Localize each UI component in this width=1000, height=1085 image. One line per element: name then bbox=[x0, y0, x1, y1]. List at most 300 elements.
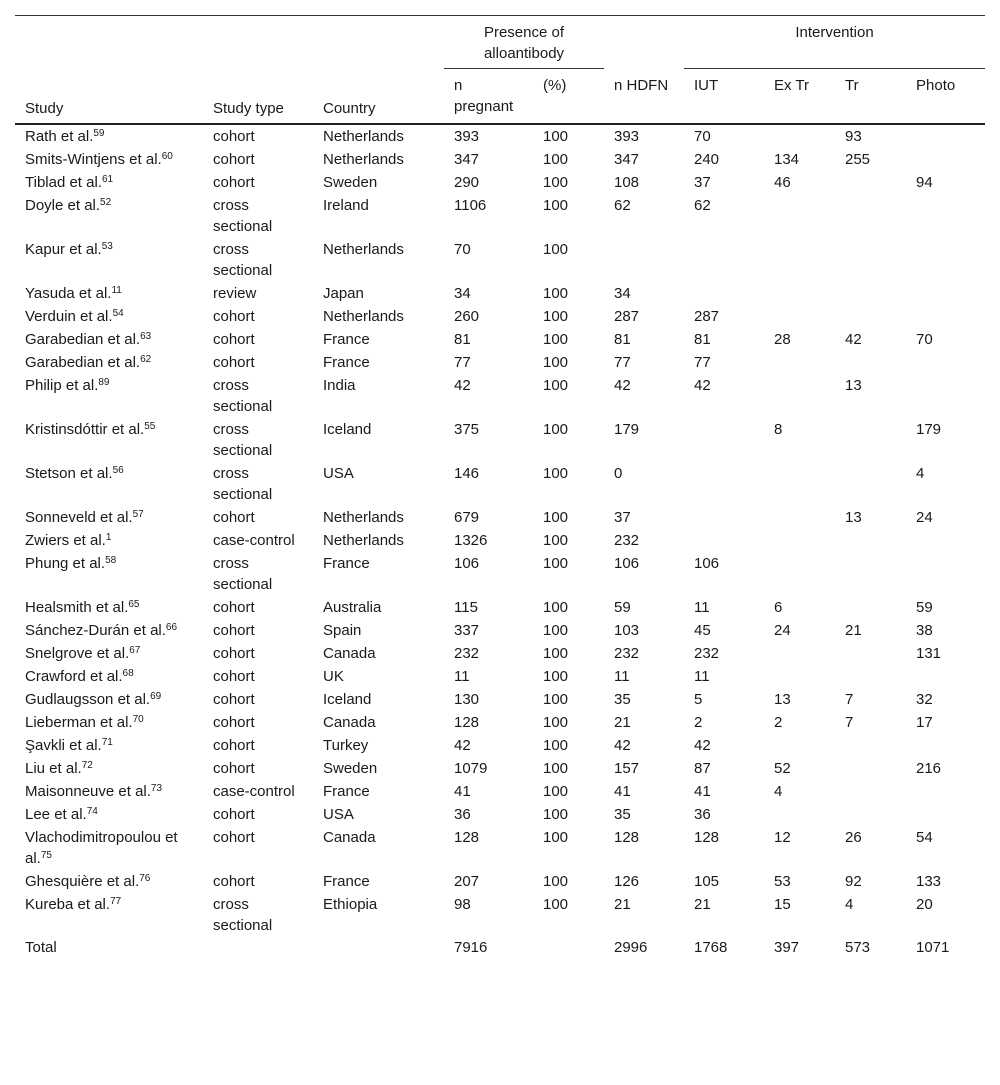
reference-number: 68 bbox=[122, 668, 134, 679]
cell-study bbox=[15, 619, 203, 642]
col-header-n-hdfn: n HDFN bbox=[604, 69, 684, 125]
cell-n-hdfn: 103 bbox=[614, 622, 640, 639]
table-row bbox=[15, 596, 985, 619]
col-header-tr: Tr bbox=[835, 69, 906, 125]
cell-n-hdfn: 179 bbox=[614, 421, 640, 438]
cell-study bbox=[15, 893, 203, 937]
reference-number: 56 bbox=[112, 465, 124, 476]
studies-table bbox=[15, 15, 985, 958]
cell-tr: 7 bbox=[845, 714, 854, 731]
reference-number: 66 bbox=[165, 622, 178, 633]
cell-percent: 100 bbox=[543, 645, 569, 662]
cell-study bbox=[15, 305, 203, 328]
author-name: Garabedian et al. bbox=[25, 331, 141, 348]
cell-study-type: review bbox=[213, 285, 257, 302]
cell-study-type: cross sectional bbox=[213, 465, 273, 503]
cell-ex-tr: 46 bbox=[774, 174, 791, 191]
cell-study-type: cohort bbox=[213, 331, 255, 348]
cell-tr: 255 bbox=[845, 151, 871, 168]
cell-tr: 21 bbox=[845, 622, 862, 639]
col-header-ex-tr: Ex Tr bbox=[764, 69, 835, 125]
cell-study bbox=[15, 328, 203, 351]
cell-iut: 45 bbox=[694, 622, 711, 639]
cell-iut: 2 bbox=[694, 714, 703, 731]
col-header-study: Study bbox=[15, 16, 203, 125]
table-row bbox=[15, 148, 985, 171]
cell-percent: 100 bbox=[543, 555, 569, 572]
cell-tr bbox=[835, 529, 906, 552]
cell-country: Netherlands bbox=[323, 128, 404, 145]
cell-ex-tr: 12 bbox=[774, 829, 791, 846]
table-row bbox=[15, 238, 985, 282]
cell-photo bbox=[906, 238, 985, 282]
reference-number: 89 bbox=[98, 377, 110, 388]
cell-photo: 17 bbox=[916, 714, 933, 731]
reference-number: 75 bbox=[40, 850, 52, 861]
table-row bbox=[15, 826, 985, 870]
cell-tr bbox=[835, 462, 906, 506]
cell-study-type: cohort bbox=[213, 760, 255, 777]
cell-study-type: cohort bbox=[213, 737, 255, 754]
col-header-photo: Photo bbox=[906, 69, 985, 125]
table-row bbox=[15, 124, 985, 148]
cell-tr bbox=[835, 238, 906, 282]
cell-photo bbox=[906, 124, 985, 148]
cell-tr bbox=[835, 780, 906, 803]
cell-tr: 13 bbox=[845, 509, 862, 526]
cell-photo: 32 bbox=[916, 691, 933, 708]
table-row bbox=[15, 194, 985, 238]
cell-percent: 100 bbox=[543, 714, 569, 731]
reference-number: 62 bbox=[140, 354, 152, 365]
cell-country: Iceland bbox=[323, 421, 372, 438]
cell-n-hdfn: 157 bbox=[614, 760, 640, 777]
cell-photo bbox=[906, 665, 985, 688]
cell-n-pregnant: 1079 bbox=[454, 760, 488, 777]
reference-number: 53 bbox=[101, 241, 113, 252]
cell-country: Spain bbox=[323, 622, 362, 639]
cell-n-pregnant: 70 bbox=[454, 241, 471, 258]
author-name: Smits-Wintjens et al. bbox=[25, 151, 162, 168]
cell-n-hdfn: 347 bbox=[614, 151, 640, 168]
reference-number: 59 bbox=[93, 128, 105, 139]
cell-n-hdfn: 21 bbox=[614, 896, 631, 913]
total-row bbox=[15, 937, 985, 958]
cell-study-type: cohort bbox=[213, 308, 255, 325]
author-name: Tiblad et al. bbox=[25, 174, 102, 191]
table-row bbox=[15, 803, 985, 826]
author-name: Garabedian et al. bbox=[25, 354, 141, 371]
cell-iut: 232 bbox=[694, 645, 720, 662]
cell-tr bbox=[835, 305, 906, 328]
cell-n-pregnant: 146 bbox=[454, 465, 480, 482]
cell-n-pregnant: 290 bbox=[454, 174, 480, 191]
cell-photo bbox=[906, 552, 985, 596]
reference-number: 67 bbox=[129, 645, 141, 656]
cell-photo bbox=[906, 194, 985, 238]
cell-study bbox=[15, 351, 203, 374]
cell-country: Netherlands bbox=[323, 532, 404, 549]
cell-study-type: cohort bbox=[213, 622, 255, 639]
total-n-pregnant: 7916 bbox=[454, 939, 488, 956]
cell-n-hdfn: 37 bbox=[614, 509, 631, 526]
cell-study bbox=[15, 711, 203, 734]
cell-photo bbox=[906, 282, 985, 305]
cell-n-hdfn: 287 bbox=[614, 308, 640, 325]
author-name: Kureba et al. bbox=[25, 896, 111, 913]
cell-tr: 42 bbox=[845, 331, 862, 348]
cell-country: Ireland bbox=[323, 197, 369, 214]
cell-iut: 42 bbox=[694, 377, 711, 394]
cell-percent: 100 bbox=[543, 622, 569, 639]
author-name: Lee et al. bbox=[25, 806, 87, 823]
group-header-presence: Presence of alloantibody bbox=[444, 16, 604, 69]
cell-country: Netherlands bbox=[323, 151, 404, 168]
cell-percent: 100 bbox=[543, 331, 569, 348]
reference-number: 54 bbox=[112, 308, 124, 319]
author-name: Lieberman et al. bbox=[25, 714, 133, 731]
cell-percent: 100 bbox=[543, 241, 569, 258]
table-header bbox=[15, 16, 985, 125]
reference-number: 60 bbox=[161, 151, 173, 162]
cell-study bbox=[15, 171, 203, 194]
reference-number: 74 bbox=[86, 806, 98, 817]
cell-ex-tr bbox=[764, 803, 835, 826]
cell-n-pregnant: 375 bbox=[454, 421, 480, 438]
table-row bbox=[15, 893, 985, 937]
table-row bbox=[15, 282, 985, 305]
cell-iut: 87 bbox=[694, 760, 711, 777]
cell-tr bbox=[835, 757, 906, 780]
cell-ex-tr bbox=[764, 642, 835, 665]
cell-photo: 38 bbox=[916, 622, 933, 639]
cell-tr: 4 bbox=[845, 896, 854, 913]
cell-ex-tr bbox=[764, 374, 835, 418]
cell-tr: 7 bbox=[845, 691, 854, 708]
total-tr: 573 bbox=[845, 939, 871, 956]
cell-country: Ethiopia bbox=[323, 896, 378, 913]
cell-ex-tr: 13 bbox=[774, 691, 791, 708]
cell-ex-tr: 53 bbox=[774, 873, 791, 890]
cell-photo bbox=[906, 374, 985, 418]
table-row bbox=[15, 642, 985, 665]
cell-study-type: cohort bbox=[213, 174, 255, 191]
author-name: Sonneveld et al. bbox=[25, 509, 133, 526]
cell-ex-tr bbox=[764, 305, 835, 328]
reference-number: 57 bbox=[132, 509, 144, 520]
cell-ex-tr bbox=[764, 282, 835, 305]
cell-n-pregnant: 1106 bbox=[454, 197, 487, 214]
cell-tr bbox=[835, 642, 906, 665]
cell-ex-tr bbox=[764, 552, 835, 596]
reference-number: 71 bbox=[101, 737, 113, 748]
cell-study bbox=[15, 688, 203, 711]
cell-study bbox=[15, 552, 203, 596]
cell-ex-tr: 6 bbox=[774, 599, 783, 616]
cell-study bbox=[15, 194, 203, 238]
col-header-n-pregnant: n pregnant bbox=[444, 69, 533, 125]
group-header-intervention: Intervention bbox=[684, 16, 985, 69]
cell-photo bbox=[906, 351, 985, 374]
cell-study bbox=[15, 596, 203, 619]
cell-iut: 287 bbox=[694, 308, 720, 325]
cell-study bbox=[15, 418, 203, 462]
cell-ex-tr: 4 bbox=[774, 783, 783, 800]
cell-percent: 100 bbox=[543, 783, 569, 800]
cell-percent: 100 bbox=[543, 896, 569, 913]
cell-percent: 100 bbox=[543, 151, 569, 168]
cell-iut: 81 bbox=[694, 331, 711, 348]
cell-n-pregnant: 232 bbox=[454, 645, 480, 662]
cell-n-pregnant: 81 bbox=[454, 331, 471, 348]
table-row bbox=[15, 305, 985, 328]
cell-n-hdfn: 108 bbox=[614, 174, 640, 191]
cell-n-hdfn: 232 bbox=[614, 645, 640, 662]
cell-tr: 26 bbox=[845, 829, 862, 846]
cell-ex-tr bbox=[764, 124, 835, 148]
cell-study-type: cohort bbox=[213, 128, 255, 145]
cell-n-hdfn: 21 bbox=[614, 714, 631, 731]
cell-percent: 100 bbox=[543, 691, 569, 708]
cell-country: France bbox=[323, 354, 370, 371]
cell-ex-tr: 134 bbox=[774, 151, 800, 168]
cell-photo: 24 bbox=[916, 509, 933, 526]
table-row bbox=[15, 351, 985, 374]
cell-country: Sweden bbox=[323, 760, 378, 777]
cell-study bbox=[15, 665, 203, 688]
author-name: Zwiers et al. bbox=[25, 532, 106, 549]
cell-iut: 37 bbox=[694, 174, 711, 191]
reference-number: 65 bbox=[128, 599, 140, 610]
author-name: Stetson et al. bbox=[25, 465, 113, 482]
cell-n-hdfn: 35 bbox=[614, 806, 631, 823]
author-name: Kristinsdóttir et al. bbox=[25, 421, 145, 438]
cell-percent: 100 bbox=[543, 285, 569, 302]
cell-n-pregnant: 77 bbox=[454, 354, 471, 371]
cell-n-hdfn: 34 bbox=[614, 285, 631, 302]
cell-n-pregnant: 115 bbox=[454, 599, 478, 616]
table-row bbox=[15, 462, 985, 506]
cell-study-type: cross sectional bbox=[213, 241, 273, 279]
cell-n-pregnant: 128 bbox=[454, 829, 480, 846]
cell-iut bbox=[684, 529, 764, 552]
cell-tr: 92 bbox=[845, 873, 862, 890]
cell-study-type: cross sectional bbox=[213, 197, 273, 235]
cell-country: USA bbox=[323, 465, 354, 482]
col-header-iut: IUT bbox=[684, 69, 764, 125]
cell-ex-tr: 24 bbox=[774, 622, 791, 639]
cell-study bbox=[15, 148, 203, 171]
cell-n-pregnant: 679 bbox=[454, 509, 480, 526]
cell-study-type: cohort bbox=[213, 151, 255, 168]
col-header-country: Country bbox=[313, 16, 444, 125]
cell-n-pregnant: 36 bbox=[454, 806, 471, 823]
cell-n-pregnant: 42 bbox=[454, 377, 471, 394]
col-header-study-type: Study type bbox=[203, 16, 313, 125]
cell-country: France bbox=[323, 873, 370, 890]
cell-iut: 62 bbox=[694, 197, 711, 214]
cell-study-type: cohort bbox=[213, 691, 255, 708]
cell-ex-tr: 52 bbox=[774, 760, 791, 777]
cell-n-hdfn: 42 bbox=[614, 377, 631, 394]
cell-photo: 216 bbox=[916, 760, 942, 777]
cell-study bbox=[15, 238, 203, 282]
cell-ex-tr: 8 bbox=[774, 421, 783, 438]
table-row bbox=[15, 711, 985, 734]
cell-study-type: cohort bbox=[213, 599, 255, 616]
cell-percent: 100 bbox=[543, 197, 569, 214]
cell-country: Sweden bbox=[323, 174, 378, 191]
cell-ex-tr bbox=[764, 351, 835, 374]
cell-country: Iceland bbox=[323, 691, 372, 708]
cell-iut bbox=[684, 462, 764, 506]
author-name: Healsmith et al. bbox=[25, 599, 129, 616]
cell-n-hdfn: 41 bbox=[614, 783, 631, 800]
author-name: Philip et al. bbox=[25, 377, 99, 394]
reference-number: 58 bbox=[105, 555, 117, 566]
cell-iut: 11 bbox=[694, 599, 710, 616]
cell-country: India bbox=[323, 377, 356, 394]
table-row bbox=[15, 757, 985, 780]
cell-study-type: case-control bbox=[213, 783, 295, 800]
cell-percent: 100 bbox=[543, 128, 569, 145]
table-row bbox=[15, 665, 985, 688]
cell-tr bbox=[835, 552, 906, 596]
cell-study-type: cross sectional bbox=[213, 377, 273, 415]
author-name: Crawford et al. bbox=[25, 668, 123, 685]
author-name: Şavkli et al. bbox=[25, 737, 102, 754]
table-row bbox=[15, 171, 985, 194]
reference-number: 70 bbox=[132, 714, 144, 725]
cell-country: Canada bbox=[323, 714, 376, 731]
cell-photo bbox=[906, 148, 985, 171]
cell-n-pregnant: 207 bbox=[454, 873, 480, 890]
table-row bbox=[15, 734, 985, 757]
cell-country: UK bbox=[323, 668, 344, 685]
cell-percent: 100 bbox=[543, 760, 569, 777]
cell-n-pregnant: 337 bbox=[454, 622, 480, 639]
cell-study bbox=[15, 870, 203, 893]
cell-n-hdfn: 77 bbox=[614, 354, 631, 371]
cell-tr bbox=[835, 665, 906, 688]
cell-iut bbox=[684, 418, 764, 462]
cell-tr bbox=[835, 171, 906, 194]
cell-n-pregnant: 11 bbox=[454, 668, 470, 685]
cell-iut bbox=[684, 506, 764, 529]
cell-study bbox=[15, 506, 203, 529]
col-header-percent: (%) bbox=[533, 69, 604, 125]
cell-iut: 5 bbox=[694, 691, 703, 708]
cell-country: France bbox=[323, 555, 370, 572]
cell-study-type: cohort bbox=[213, 354, 255, 371]
cell-iut bbox=[684, 282, 764, 305]
author-name: Doyle et al. bbox=[25, 197, 101, 214]
cell-n-hdfn: 128 bbox=[614, 829, 640, 846]
reference-number: 73 bbox=[150, 783, 163, 794]
cell-percent: 100 bbox=[543, 465, 569, 482]
reference-number: 72 bbox=[81, 760, 93, 771]
cell-n-hdfn: 81 bbox=[614, 331, 631, 348]
cell-iut: 11 bbox=[694, 668, 710, 685]
table-row bbox=[15, 529, 985, 552]
cell-photo: 133 bbox=[916, 873, 942, 890]
cell-photo bbox=[906, 803, 985, 826]
author-name: Yasuda et al. bbox=[25, 285, 112, 302]
table-row bbox=[15, 619, 985, 642]
cell-study bbox=[15, 803, 203, 826]
cell-percent: 100 bbox=[543, 668, 569, 685]
cell-photo bbox=[906, 780, 985, 803]
cell-n-hdfn: 35 bbox=[614, 691, 631, 708]
total-n-hdfn: 2996 bbox=[614, 939, 648, 956]
cell-study bbox=[15, 124, 203, 148]
author-name: Ghesquière et al. bbox=[25, 873, 140, 890]
cell-country: Netherlands bbox=[323, 509, 404, 526]
cell-photo: 54 bbox=[916, 829, 933, 846]
cell-ex-tr bbox=[764, 734, 835, 757]
cell-photo bbox=[906, 305, 985, 328]
total-label: Total bbox=[25, 939, 57, 956]
author-name: Verduin et al. bbox=[25, 308, 113, 325]
author-name: Snelgrove et al. bbox=[25, 645, 130, 662]
cell-country: Australia bbox=[323, 599, 382, 616]
author-name: Vlachodimitropoulou et al. bbox=[25, 829, 178, 867]
cell-country: Netherlands bbox=[323, 241, 404, 258]
cell-percent: 100 bbox=[543, 421, 569, 438]
cell-photo: 70 bbox=[916, 331, 933, 348]
table-body bbox=[15, 124, 985, 937]
cell-tr bbox=[835, 734, 906, 757]
cell-iut: 77 bbox=[694, 354, 711, 371]
author-name: Maisonneuve et al. bbox=[25, 783, 151, 800]
cell-photo bbox=[906, 734, 985, 757]
cell-country: Canada bbox=[323, 829, 376, 846]
cell-tr bbox=[835, 194, 906, 238]
cell-photo: 179 bbox=[916, 421, 942, 438]
cell-n-hdfn: 393 bbox=[614, 128, 640, 145]
cell-n-pregnant: 34 bbox=[454, 285, 471, 302]
cell-tr bbox=[835, 803, 906, 826]
cell-percent: 100 bbox=[543, 599, 569, 616]
reference-number: 63 bbox=[140, 331, 152, 342]
cell-percent: 100 bbox=[543, 509, 569, 526]
cell-n-pregnant: 260 bbox=[454, 308, 480, 325]
cell-ex-tr bbox=[764, 529, 835, 552]
cell-tr: 93 bbox=[845, 128, 862, 145]
cell-percent: 100 bbox=[543, 829, 569, 846]
cell-tr bbox=[835, 351, 906, 374]
cell-study bbox=[15, 757, 203, 780]
reference-number: 55 bbox=[144, 421, 156, 432]
reference-number: 69 bbox=[150, 691, 162, 702]
author-name: Sánchez-Durán et al. bbox=[25, 622, 166, 639]
cell-n-hdfn: 62 bbox=[614, 197, 631, 214]
cell-study-type: cohort bbox=[213, 645, 255, 662]
cell-country: Netherlands bbox=[323, 308, 404, 325]
cell-ex-tr: 15 bbox=[774, 896, 791, 913]
cell-study-type: cross sectional bbox=[213, 896, 273, 934]
cell-n-hdfn: 59 bbox=[614, 599, 631, 616]
cell-percent: 100 bbox=[543, 806, 569, 823]
cell-ex-tr bbox=[764, 506, 835, 529]
cell-percent: 100 bbox=[543, 354, 569, 371]
cell-study bbox=[15, 642, 203, 665]
cell-study-type: cross sectional bbox=[213, 555, 273, 593]
cell-iut: 128 bbox=[694, 829, 720, 846]
cell-percent: 100 bbox=[543, 873, 569, 890]
cell-country: USA bbox=[323, 806, 354, 823]
table-row bbox=[15, 780, 985, 803]
